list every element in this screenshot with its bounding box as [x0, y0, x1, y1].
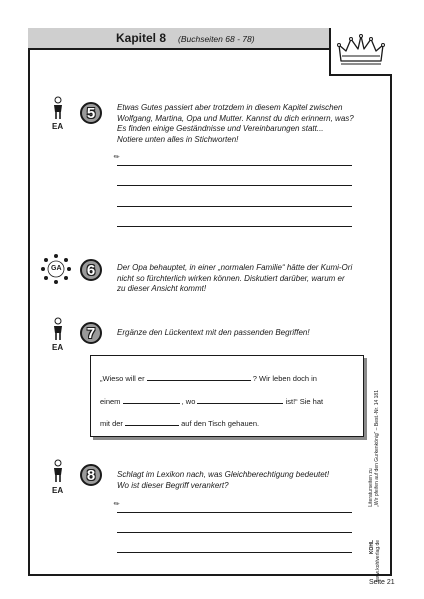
pencil-icon: ✎: [112, 152, 122, 162]
logo-label: KOHL: [369, 540, 375, 555]
answer-line[interactable]: [117, 552, 352, 553]
crown-box: [329, 28, 392, 76]
gap-text-segment: auf den Tisch gehauen.: [181, 419, 260, 428]
answer-line[interactable]: [117, 532, 352, 533]
task-number-badge: 7: [80, 322, 102, 344]
pencil-icon: ✎: [112, 499, 122, 509]
gap-blank[interactable]: [123, 395, 180, 404]
publisher-logo: [369, 540, 381, 582]
task-7-text: Ergänze den Lückentext mit den passenden Begriffen!: [117, 328, 310, 337]
task-5-text: Etwas Gutes passiert aber trotzdem in diesem Kapitel zwischen Wolfgang, Martina, Opa und Mutter. Kannst du dich erinnern, was? Es finden einige Geständnisse und Vereinbarungen statt... Notiere unten alles in Stichworten!: [117, 103, 354, 144]
form-label-ea: EA: [52, 122, 64, 131]
answer-line[interactable]: [117, 512, 352, 513]
answer-line[interactable]: [117, 226, 352, 227]
page-title: Kapitel 8: [116, 31, 167, 45]
gap-blank[interactable]: [125, 417, 179, 426]
page-subtitle: (Buchseiten 68 - 78): [178, 34, 255, 44]
crown-icon: [331, 28, 390, 72]
task-number-badge: 5: [80, 102, 102, 124]
gap-text-segment: ? Wir leben doch in: [252, 374, 317, 383]
task-6-text: Der Opa behauptet, in einer „normalen Familie“ hätte der Kumi-Ori nicht so fürchterlich wirken können. Diskutiert darüber, warum er zu dieser Ansicht kommt!: [117, 263, 353, 293]
student-figure-icon: [52, 96, 64, 120]
task-number-badge: 6: [80, 259, 102, 281]
student-figure-icon: [52, 317, 64, 341]
answer-line[interactable]: [117, 165, 352, 166]
gap-text-segment: „Wieso will er: [100, 374, 145, 383]
answer-line[interactable]: [117, 185, 352, 186]
student-figure-icon: [52, 459, 64, 483]
form-label-ea: EA: [52, 343, 64, 352]
form-label-ea: EA: [52, 486, 64, 495]
form-label-ga: GA: [51, 265, 62, 272]
page-number: Seite 21: [369, 579, 395, 586]
task-8-text: Schlagt im Lexikon nach, was Gleichberechtigung bedeutet! Wo ist dieser Begriff verankert?: [117, 470, 330, 490]
task-number-badge: 8: [80, 464, 102, 486]
gap-blank[interactable]: [197, 395, 283, 404]
logo-url: www.kohlverlag.de: [375, 540, 381, 582]
gap-text-segment: mit der: [100, 419, 123, 428]
answer-line[interactable]: [117, 206, 352, 207]
gap-text-box: [90, 355, 364, 437]
gap-text-segment: , wo: [181, 397, 196, 406]
sidebar-text: Literaturseiten zu „Wir pfeifen auf den Gurkenkönig“ – Best.-Nr. 14 181: [368, 390, 380, 507]
gap-text-segment: ist!“ Sie hat: [285, 397, 324, 406]
gap-text-segment: einem: [100, 397, 121, 406]
gap-blank[interactable]: [147, 372, 251, 381]
